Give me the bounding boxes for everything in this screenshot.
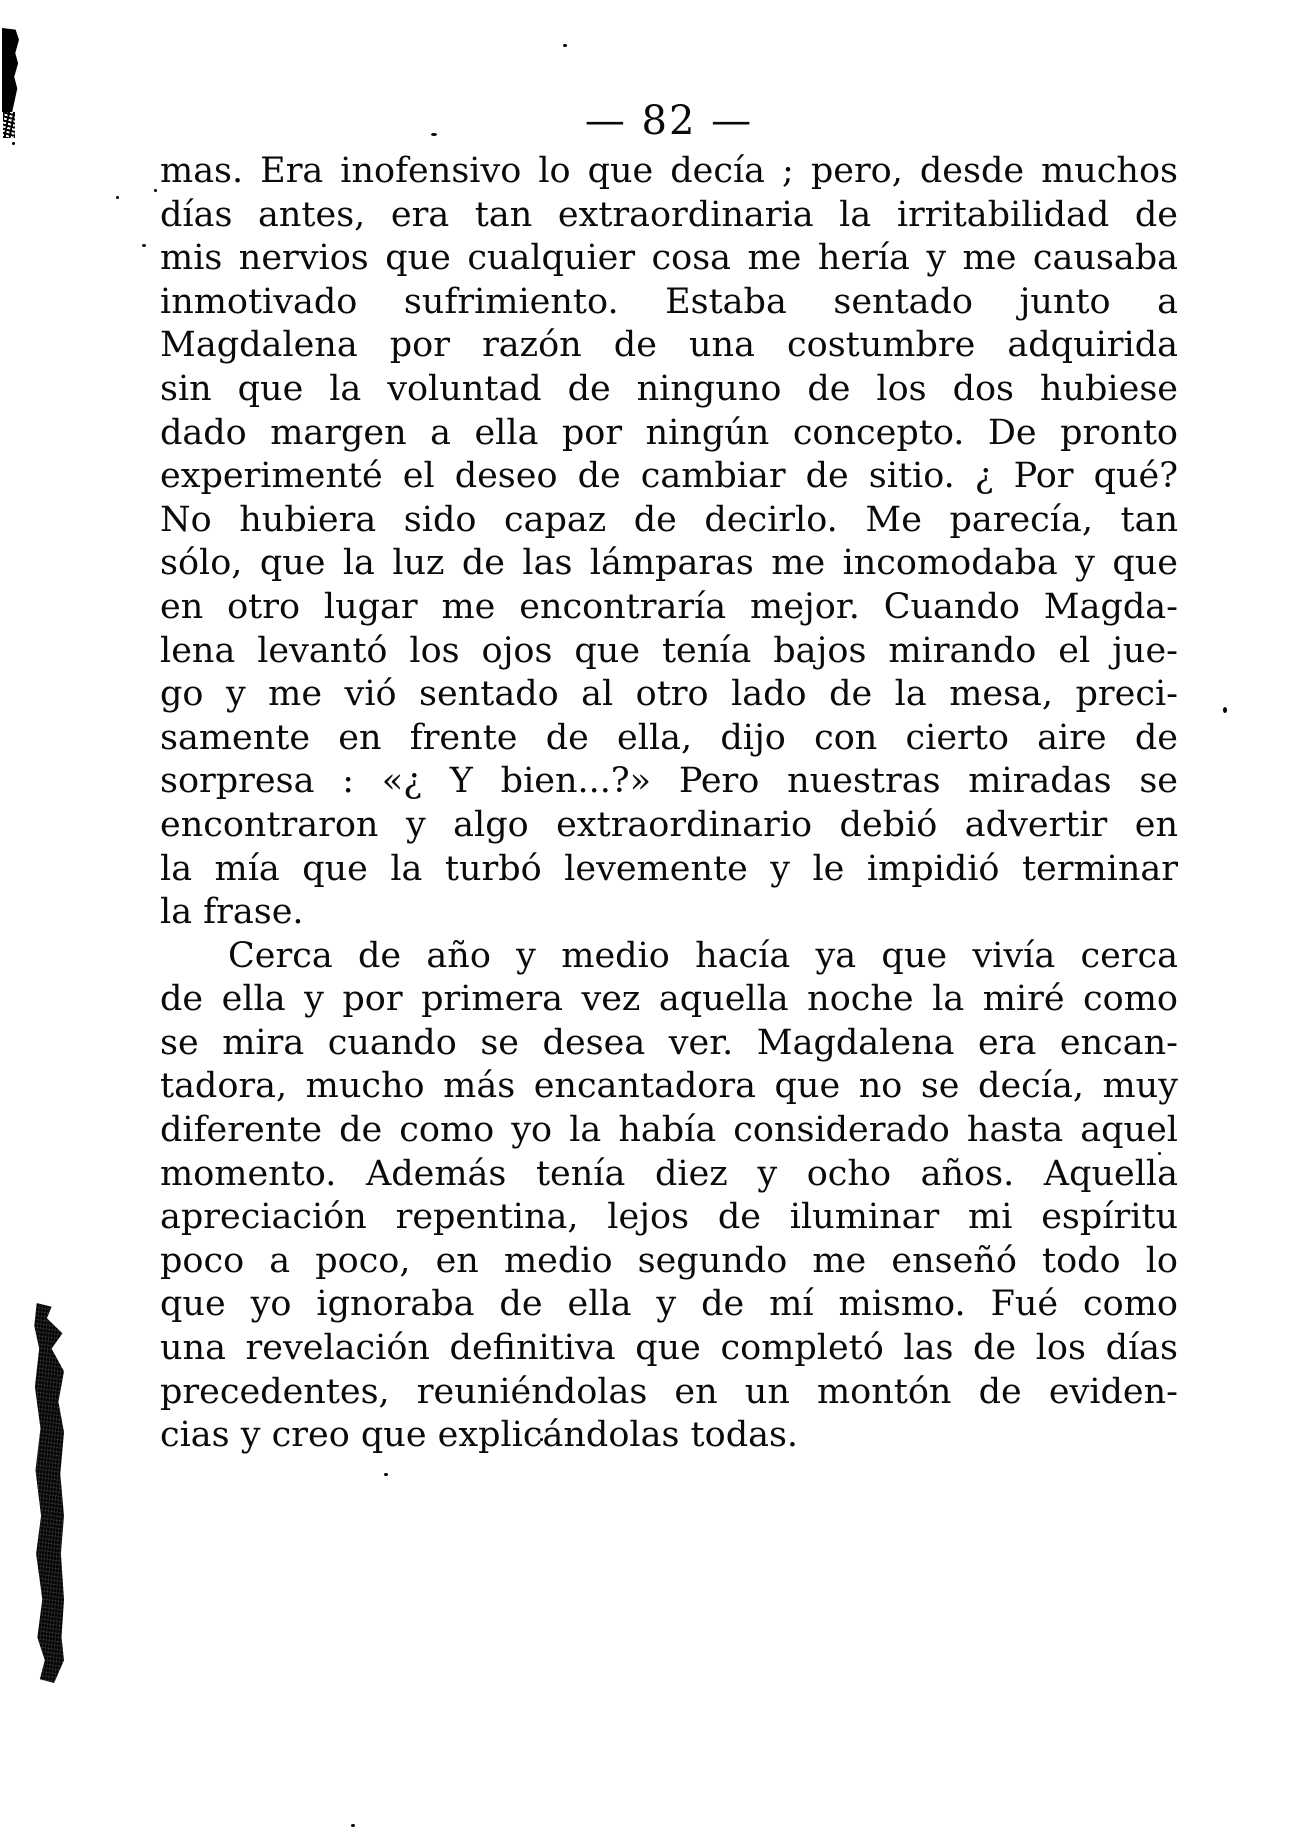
- text-line: sorpresa : «¿ Y bien...?» Pero nuestras miradas se: [160, 761, 1178, 802]
- dust-speck-icon: [116, 196, 119, 199]
- text-line: experimenté el deseo de cambiar de sitio. ¿ Por qué?: [160, 456, 1178, 497]
- dust-speck-icon: [1223, 707, 1227, 713]
- text-line: Cerca de año y medio hacía ya que vivía cerca: [228, 935, 1178, 976]
- text-line: días antes, era tan extraordinaria la irritabilidad de: [160, 194, 1178, 235]
- ink-blob-icon: [2, 28, 19, 112]
- text-line: de ella y por primera vez aquella noche la miré como: [160, 979, 1178, 1020]
- dust-speck-icon: [384, 1473, 388, 1476]
- text-line: la mía que la turbó levemente y le impidió terminar: [160, 848, 1178, 889]
- page-number-header: — 82 —: [584, 98, 754, 144]
- text-line: en otro lugar me encontraría mejor. Cuando Magda-: [160, 586, 1178, 627]
- text-line: la frase.: [160, 892, 304, 933]
- text-line: poco a poco, en medio segundo me enseñó todo lo: [160, 1240, 1178, 1281]
- text-line: diferente de como yo la había considerado hasta aquel: [160, 1110, 1178, 1151]
- dust-speck-icon: [563, 44, 567, 47]
- text-line: mis nervios que cualquier cosa me hería y me causaba: [160, 238, 1178, 279]
- ink-blob-tail-icon: [3, 112, 15, 138]
- text-line: dado margen a ella por ningún concepto. De pronto: [160, 412, 1178, 453]
- ink-smudge-icon: [33, 1303, 64, 1683]
- page-text: [160, 150, 1178, 1458]
- dust-speck-icon: [351, 1824, 355, 1827]
- dust-speck-icon: [154, 189, 157, 192]
- text-line: precedentes, reuniéndolas en un montón de eviden-: [160, 1371, 1178, 1412]
- text-line: samente en frente de ella, dijo con cierto aire de: [160, 717, 1178, 758]
- text-line: se mira cuando se desea ver. Magdalena era encan-: [160, 1022, 1178, 1063]
- text-line: apreciación repentina, lejos de iluminar mi espíritu: [160, 1197, 1178, 1238]
- text-line: go y me vió sentado al otro lado de la mesa, preci-: [160, 674, 1178, 715]
- text-line: encontraron y algo extraordinario debió advertir en: [160, 804, 1178, 845]
- text-line: tadora, mucho más encantadora que no se decía, muy: [160, 1066, 1178, 1107]
- text-line: cias y creo que explicándolas todas.: [160, 1415, 799, 1456]
- text-line: mas. Era inofensivo lo que decía ; pero, desde muchos: [160, 151, 1178, 191]
- text-line: momento. Además tenía diez y ocho años. Aquella: [160, 1153, 1178, 1194]
- text-line: que yo ignoraba de ella y de mí mismo. Fué como: [160, 1284, 1178, 1325]
- text-line: Magdalena por razón de una costumbre adquirida: [160, 325, 1178, 366]
- dust-speck-icon: [12, 142, 15, 145]
- text-line: una revelación definitiva que completó las de los días: [160, 1328, 1178, 1369]
- dust-speck-icon: [142, 244, 146, 247]
- text-line: lena levantó los ojos que tenía bajos mirando el jue-: [160, 630, 1178, 671]
- text-line: No hubiera sido capaz de decirlo. Me parecía, tan: [160, 499, 1178, 540]
- text-line: inmotivado sufrimiento. Estaba sentado junto a: [160, 281, 1178, 322]
- text-line: sin que la voluntad de ninguno de los dos hubiese: [160, 368, 1178, 409]
- text-line: sólo, que la luz de las lámparas me incomodaba y que: [160, 543, 1178, 584]
